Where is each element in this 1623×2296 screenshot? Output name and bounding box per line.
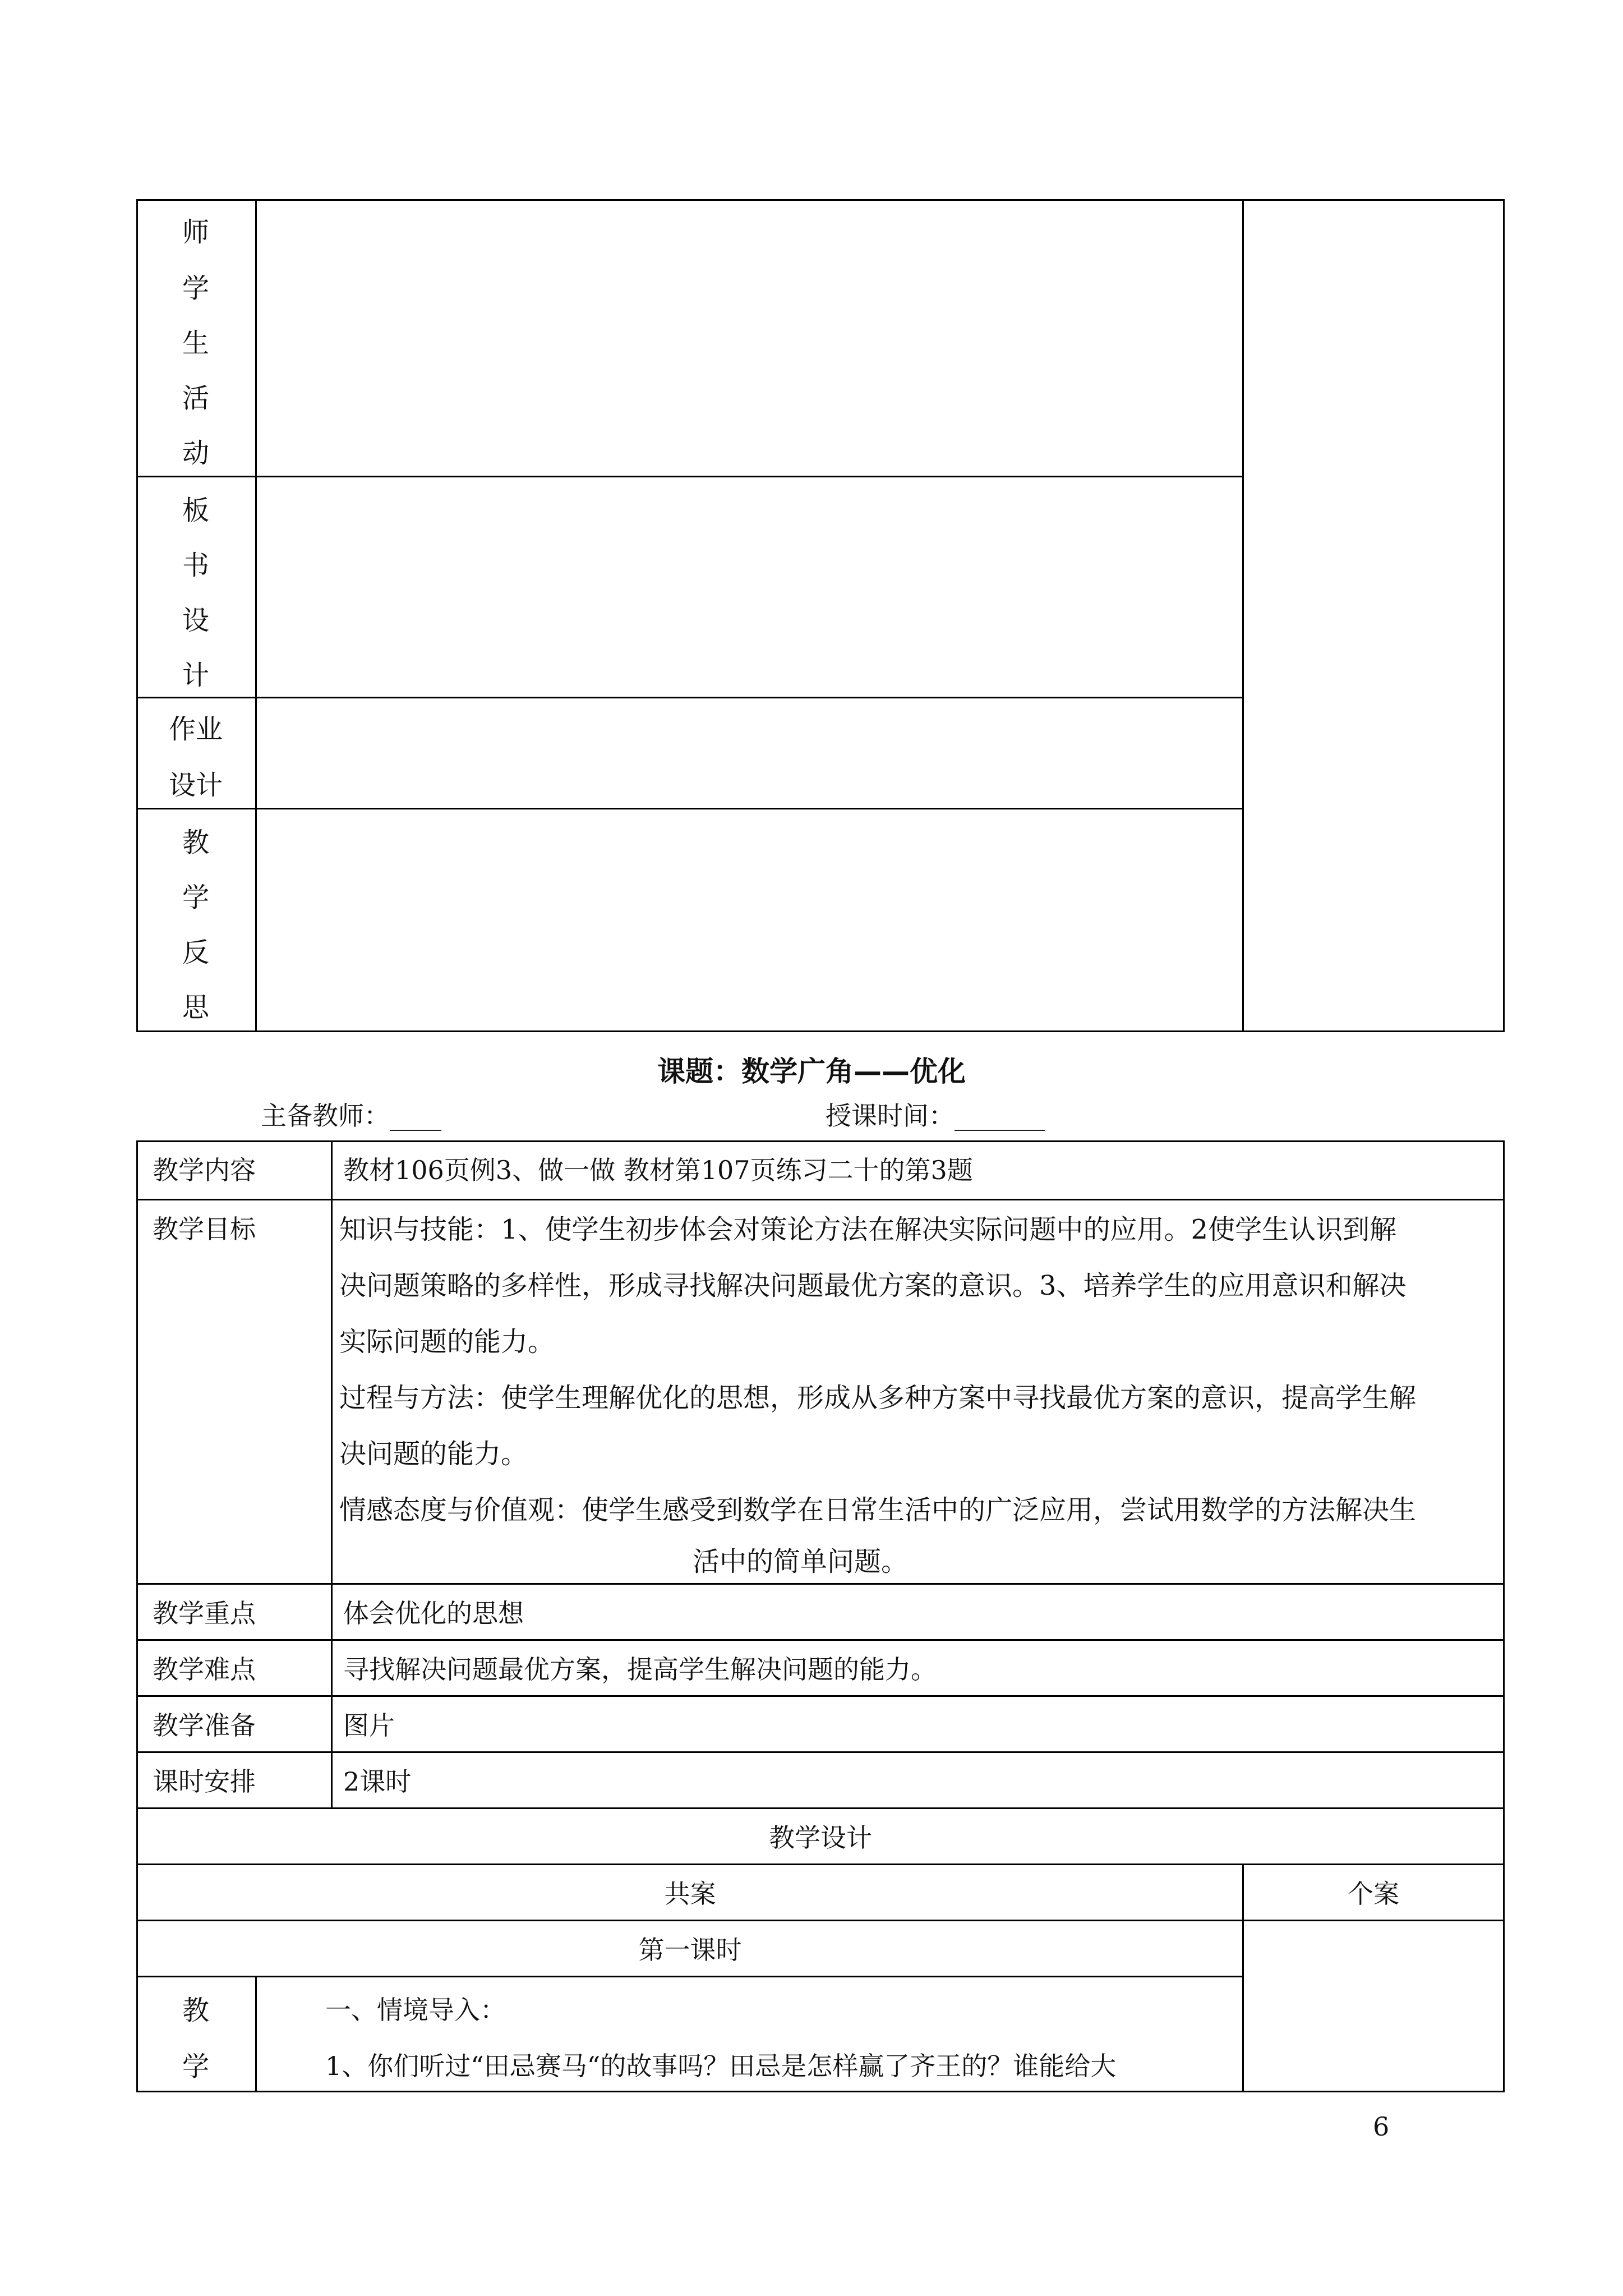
intro-question: 1、你们听过“田忌赛马“的故事吗？田忌是怎样赢了齐王的？谁能给大 bbox=[325, 2051, 1117, 2081]
individual-plan-header: 个案 bbox=[1348, 1879, 1399, 1909]
label-teaching-focus: 教学重点 bbox=[153, 1598, 256, 1628]
label-teaching-objectives: 教学目标 bbox=[153, 1214, 256, 1244]
common-plan-header: 共案 bbox=[664, 1879, 716, 1909]
label-teaching-content: 教学内容 bbox=[153, 1155, 256, 1185]
value-teaching-content: 教材106页例3、做一做 教材第107页练习二十的第3题 bbox=[343, 1155, 973, 1185]
value-teaching-difficulty: 寻找解决问题最优方案，提高学生解决问题的能力。 bbox=[343, 1654, 937, 1685]
first-period-header: 第一课时 bbox=[638, 1935, 742, 1965]
value-teaching-preparation: 图片 bbox=[343, 1710, 395, 1741]
label-teaching-preparation: 教学准备 bbox=[153, 1710, 256, 1741]
class-time-label: 授课时间：_______ bbox=[826, 1101, 1045, 1131]
label-period-arrangement: 课时安排 bbox=[153, 1766, 256, 1797]
intro-heading: 一、情境导入： bbox=[325, 1995, 506, 2025]
value-teaching-focus: 体会优化的思想 bbox=[343, 1598, 524, 1628]
page-number: 6 bbox=[1373, 2111, 1390, 2142]
design-header: 教学设计 bbox=[769, 1823, 872, 1853]
value-period-arrangement: 2课时 bbox=[343, 1766, 412, 1797]
lead-teacher-label: 主备教师：____ bbox=[261, 1101, 441, 1131]
label-teaching-difficulty: 教学难点 bbox=[153, 1654, 256, 1685]
lesson-title: 课题：数学广角——优化 bbox=[657, 1055, 966, 1088]
